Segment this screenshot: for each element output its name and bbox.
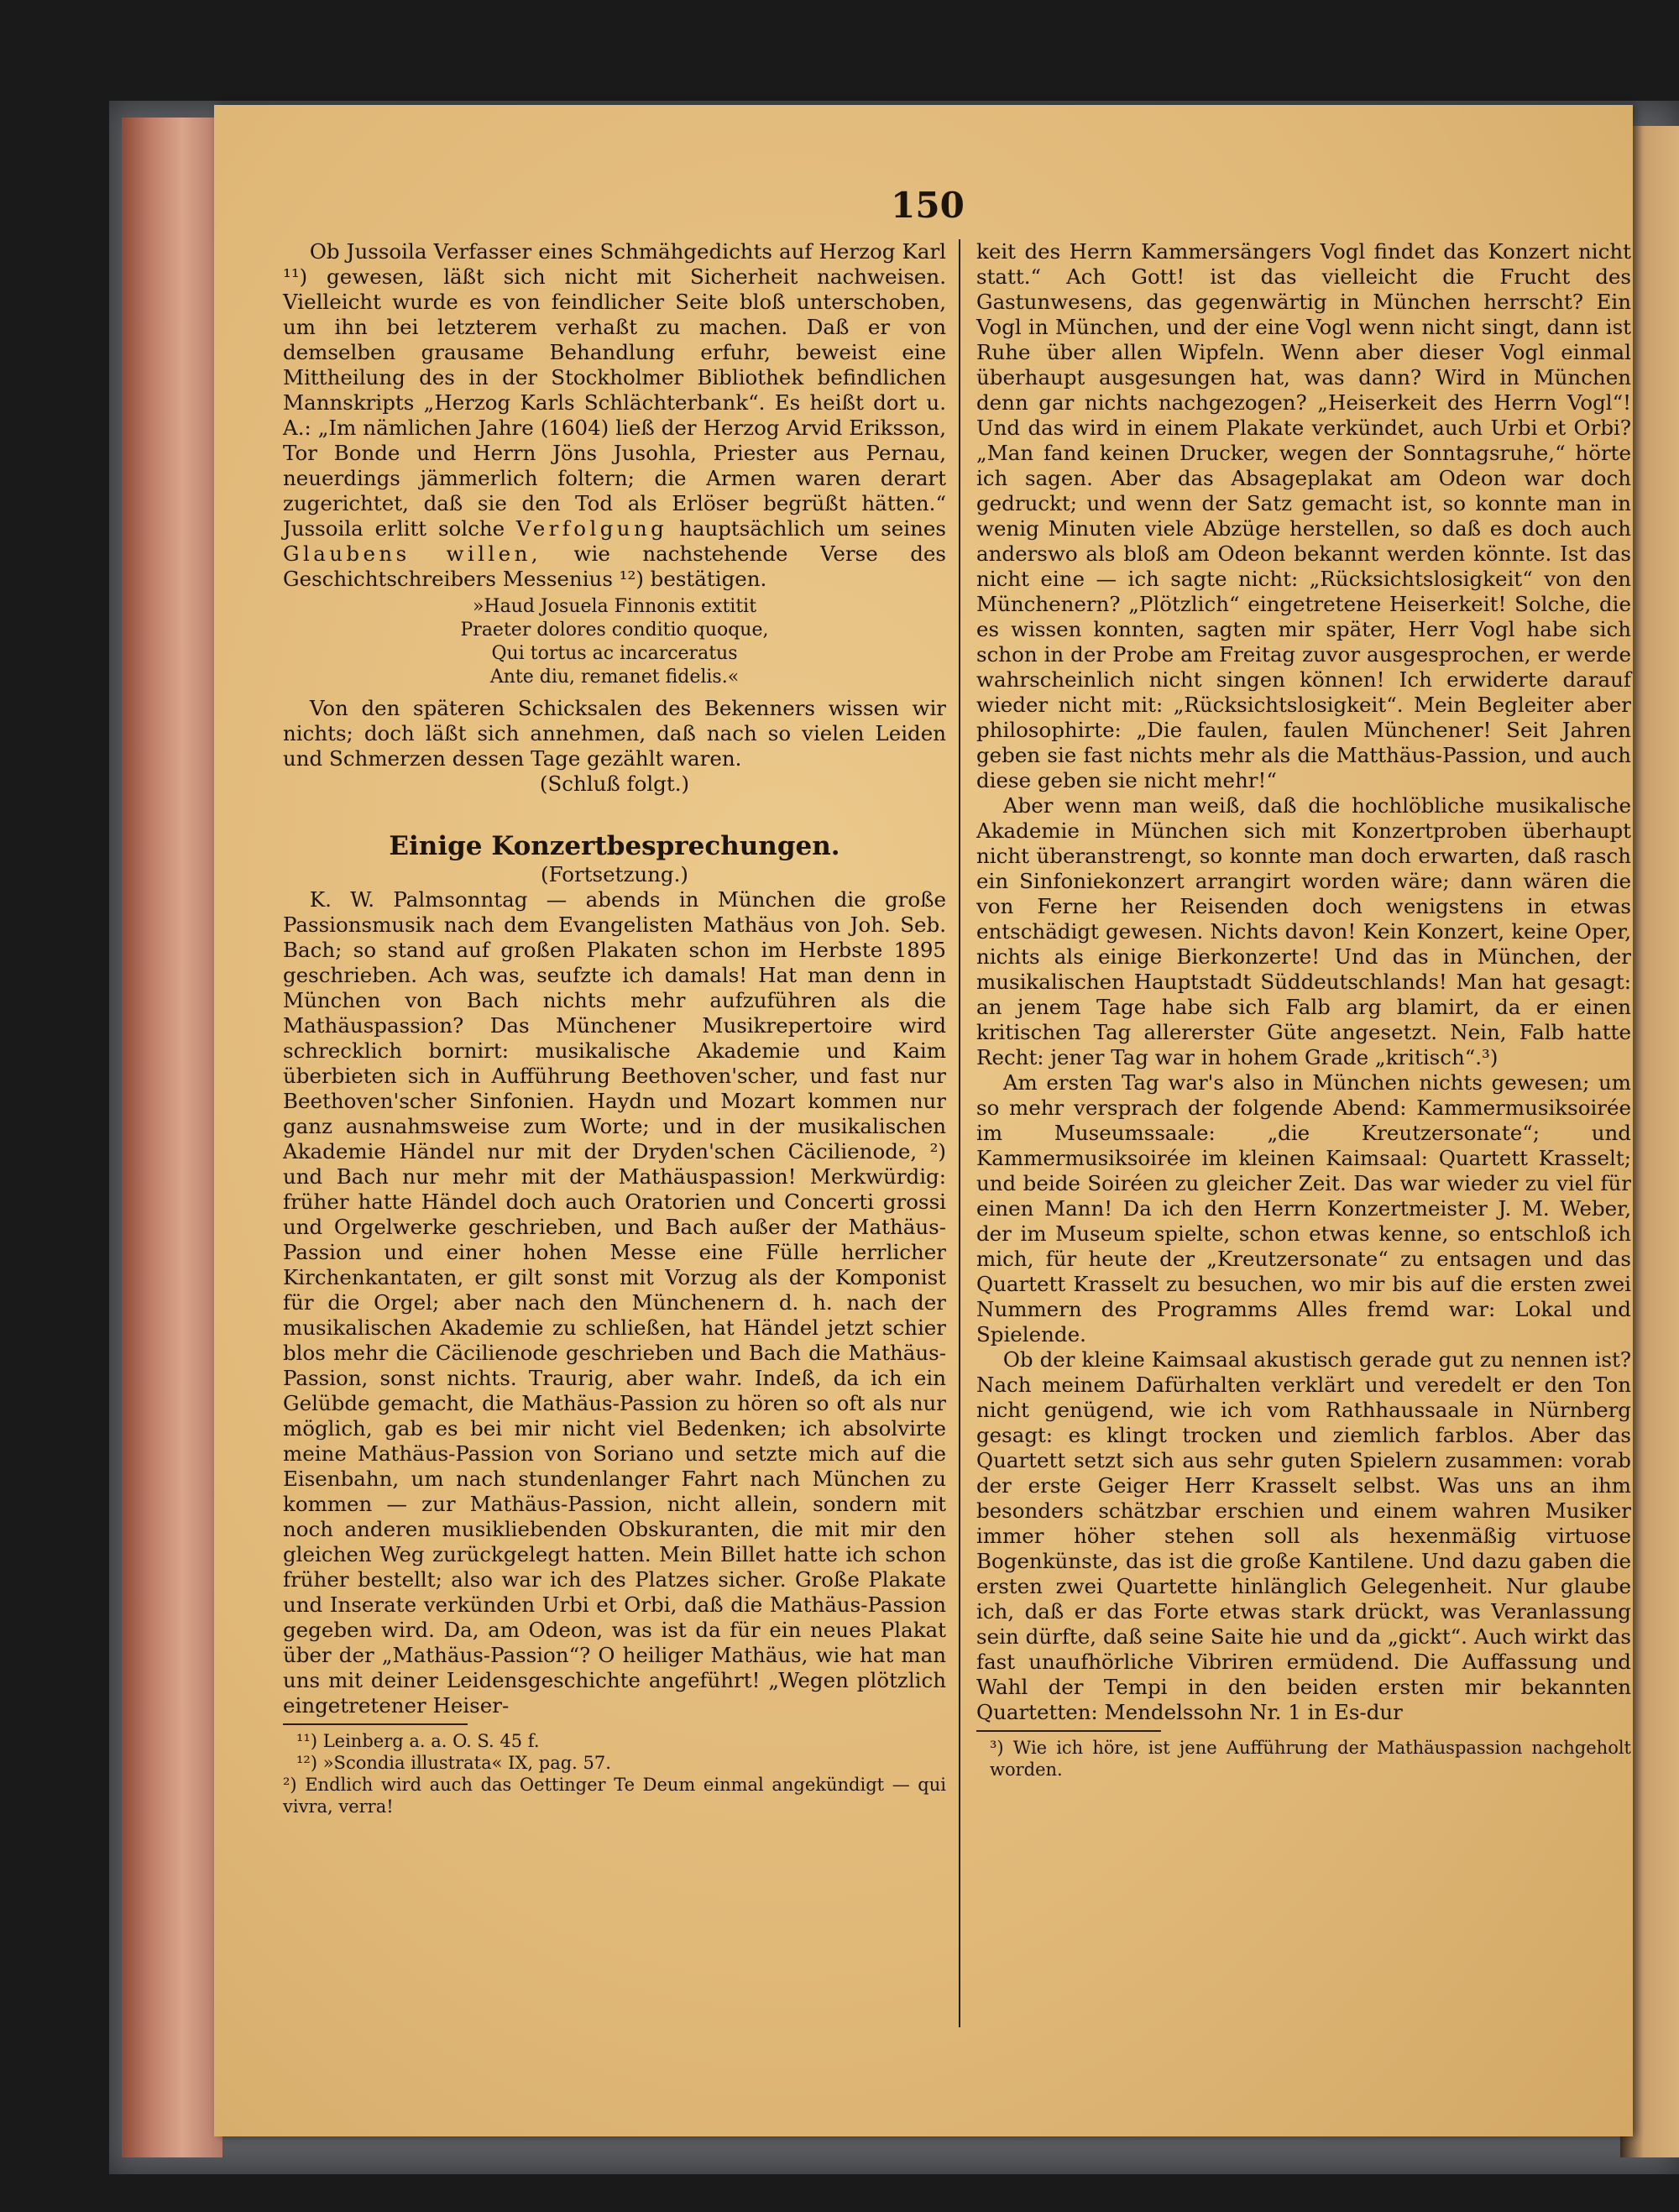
paragraph: Von den späteren Schicksalen des Bekenners wissen wir nichts; doch läßt sich annehmen, daß nach so vielen Leiden und Schmerzen dessen Tage gezählt waren. (283, 696, 946, 771)
footnotes (283, 1730, 946, 1774)
latin-verse: »Haud Josuela Finnonis extitit Praeter dolores conditio quoque, Qui tortus ac incarceratus Ante diu, remanet fidelis.« (460, 596, 769, 688)
paragraph: keit des Herrn Kammersängers Vogl findet das Konzert nicht statt.“ Ach Gott! ist das vielleicht die Frucht des Gastunwesens, das gegenwärtig in München herrscht? Ein Vogl in München, und der eine Vogl wenn nicht singt, dann ist Ruhe über allen Wipfeln. Wenn aber dieser Vogl einmal überhaupt ausgesungen hat, was dann? Wird in München denn gar nichts nachgezogen? „Heiserkeit des Herrn Vogl“! Und das wird in einem Plakate verkündet, auch Urbi et Orbi? „Man fand keinen Drucker, wegen der Sonntagsruhe,“ hörte ich sagen. Aber das Absageplakat am Odeon war doch gedruckt; und wenn der Satz gemacht ist, so konnte man in wenig Minuten viele Abzüge herstellen, so daß es doch auch anderswo als bloß am Odeon bekannt werden könnte. Ist das nicht eine — ich sagte nicht: „Rücksichtslosigkeit“ von den Münchenern? „Plötzlich“ eingetretene Heiserkeit! Solche, die es wissen konnten, sagten mir später, Herr Vogl habe sich schon in der Probe am Freitag zuvor ausgesprochen, er werde wahrscheinlich nicht singen können! Ich erwiderte darauf wieder nicht mit: „Rücksichtslosigkeit“. Mein Begleiter aber philosophirte: „Die faulen, faulen Münchener! Seit Jahren geben sie fast nichts mehr als die Matthäus-Passion, und auch diese geben sie nicht mehr!“ (976, 239, 1631, 792)
footnote-rule (976, 1730, 1161, 1732)
footnote-rule (283, 1723, 468, 1725)
paragraph: Am ersten Tag war's also in München nichts gewesen; um so mehr versprach der folgende Abend: Kammermusiksoirée im Museumssaale: „die Kreutzersonate“; und Kammermusiksoirée im kleinen Kaimsaal: Quartett Krasselt; und beide Soiréen zu gleicher Zeit. Das war wieder zu viel für einen Mann! Da ich den Herrn Konzertmeister J. M. Weber, der im Museum spielte, schon etwas kenne, so entschloß ich mich, für heute der „Kreutzersonate“ zu entsagen und das Quartett Krasselt zu besuchen, wo mir bis auf die ersten zwei Nummern des Programms Alles fremd war: Lokal und Spielende. (976, 1070, 1631, 1347)
article-heading: Einige Konzertbesprechungen. (389, 831, 840, 861)
footnote: ³) Wie ich höre, ist jene Aufführung der Mathäuspassion nachgeholt worden. (990, 1738, 1631, 1780)
book-page-edges (122, 118, 222, 2157)
left-column (283, 239, 946, 1817)
page-number: 150 (891, 185, 965, 226)
paragraph: Ob Jussoila Verfasser eines Schmähgedichts auf Herzog Karl ¹¹) gewesen, läßt sich nicht mit Sicherheit nachweisen. Vielleicht wurde es von feindlicher Seite bloß unterschoben, um ihn bei letzterem verhaßt zu machen. Daß er von demselben grausame Behandlung erfuhr, beweist eine Mittheilung des in der Stockholmer Bibliothek befindlichen Mannskripts „Herzog Karls Schlächterbank“. Es heißt dort u. A.: „Im nämlichen Jahre (1604) ließ der Herzog Arvid Eriksson, Tor Bonde und Herrn Jöns Jusohla, Priester aus Pernau, neuerdings jämmerlich foltern; die Armen waren derart zugerichtet, daß sie den Tod als Erlöser begrüßt hätten.“ Jussoila erlitt solche Verfolgung hauptsächlich um seines Glaubens willen, wie nachstehende Verse des Geschichtschreibers Messenius ¹²) bestätigen. (283, 239, 946, 591)
paragraph: Ob der kleine Kaimsaal akustisch gerade gut zu nennen ist? Nach meinem Dafürhalten verklärt und veredelt er den Ton nicht genügend, wie ich vom Rathhaussaale in Nürnberg gesagt: es klingt trocken und ziemlich farblos. Aber das Quartett setzt sich aus sehr guten Spielern zusammen: vorab der erste Geiger Herr Krasselt selbst. Was uns an ihm besonders schätzbar erschien und einem wahren Musiker immer höher stehen soll als hexenmäßig virtuose Bogenkünste, das ist die große Kantilene. Und dazu gaben die ersten zwei Quartette hinlänglich Gelegenheit. Nur glaube ich, daß er das Forte etwas stark drückt, was Veranlassung sein dürfte, daß seine Saite hie und da „gickt“. Auch wirkt das fast unaufhörliche Vibriren ermüdend. Die Auffassung und Wahl der Tempi in den beiden ersten mir bekannten Quartetten: Mendelssohn Nr. 1 in Es-dur (976, 1347, 1631, 1724)
column-divider (959, 239, 960, 2027)
book-page (214, 105, 1633, 2136)
paragraph: K. W. Palmsonntag — abends in München die große Passionsmusik nach dem Evangelisten Mathäus von Joh. Seb. Bach; so stand auf großen Plakaten schon im Herbste 1895 geschrieben. Ach was, seufzte ich damals! Hat man denn in München von Bach nichts mehr aufzuführen als die Mathäuspassion? Das Münchener Musikrepertoire wird schrecklich bornirt: musikalische Akademie und Kaim überbieten sich in Aufführung Beethoven'scher, und fast nur Beethoven'scher Sinfonien. Haydn und Mozart kommen nur ganz ausnahmsweise zum Worte; und in der musikalischen Akademie Händel nur mit der Dryden'schen Cäcilienode, ²) und Bach nur mehr mit der Mathäuspassion! Merkwürdig: früher hatte Händel doch auch Oratorien und Concerti grossi und Orgelwerke geschrieben, und Bach außer der Mathäus-Passion und einer hohen Messe eine Fülle herrlicher Kirchenkantaten, er gilt sonst mit Vorzug als der Komponist für die Orgel; aber nach den Münchenern d. h. nach der musikalischen Akademie zu schließen, hat Händel jetzt schier blos mehr die Cäcilienode geschrieben und Bach die Mathäus-Passion, sonst nichts. Traurig, aber wahr. Indeß, da ich ein Gelübde gemacht, die Mathäus-Passion zu hören so oft als nur möglich, gab es bei mir nicht viel Bedenken; ich absolvirte meine Mathäus-Passion von Soriano und setzte mich auf die Eisenbahn, um nach stundenlanger Fahrt nach München zu kommen — zur Mathäus-Passion, nicht allein, sondern mit noch anderen musikliebenden Obskuranten, die mit mir den gleichen Weg zurückgelegt hatten. Mein Billet hatte ich schon früher bestellt; also war ich des Platzes sicher. Große Plakate und Inserate verkünden Urbi et Orbi, daß die Mathäus-Passion gegeben wird. Da, am Odeon, was ist da für ein neues Plakat über der „Mathäus-Passion“? O heiliger Mathäus, wie hat man uns mit deiner Leidensgeschichte angeführt! „Wegen plötzlich eingetretener Heiser- (283, 887, 946, 1718)
continuation-note: (Schluß folgt.) (539, 771, 690, 796)
right-column (976, 239, 1631, 1781)
footnote: ²) Endlich wird auch das Oettinger Te Deum einmal angekündigt — qui vivra, verra! (283, 1775, 946, 1817)
footnote: ¹²) »Scondia illustrata« IX, pag. 57. (296, 1753, 611, 1773)
article-subheading: (Fortsetzung.) (541, 862, 688, 886)
footnote: ¹¹) Leinberg a. a. O. S. 45 f. (296, 1731, 540, 1751)
paragraph: Aber wenn man weiß, daß die hochlöbliche musikalische Akademie in München sich mit Konzertproben überhaupt nicht überanstrengt, so konnte man doch erwarten, daß rasch ein Sinfoniekonzert arrangirt worden wäre; dann wären die von Ferne her Reisenden doch wenigstens in etwas entschädigt gewesen. Nichts davon! Kein Konzert, keine Oper, nichts als einige Bierkonzerte! Und das in München, der musikalischen Hauptstadt Süddeutschlands! Man hat gesagt: an jenem Tage habe sich Falb arg blamirt, da er einen kritischen Tag allererster Güte angesetzt. Nein, Falb hatte Recht: jener Tag war in hohem Grade „kritisch“.³) (976, 793, 1631, 1069)
